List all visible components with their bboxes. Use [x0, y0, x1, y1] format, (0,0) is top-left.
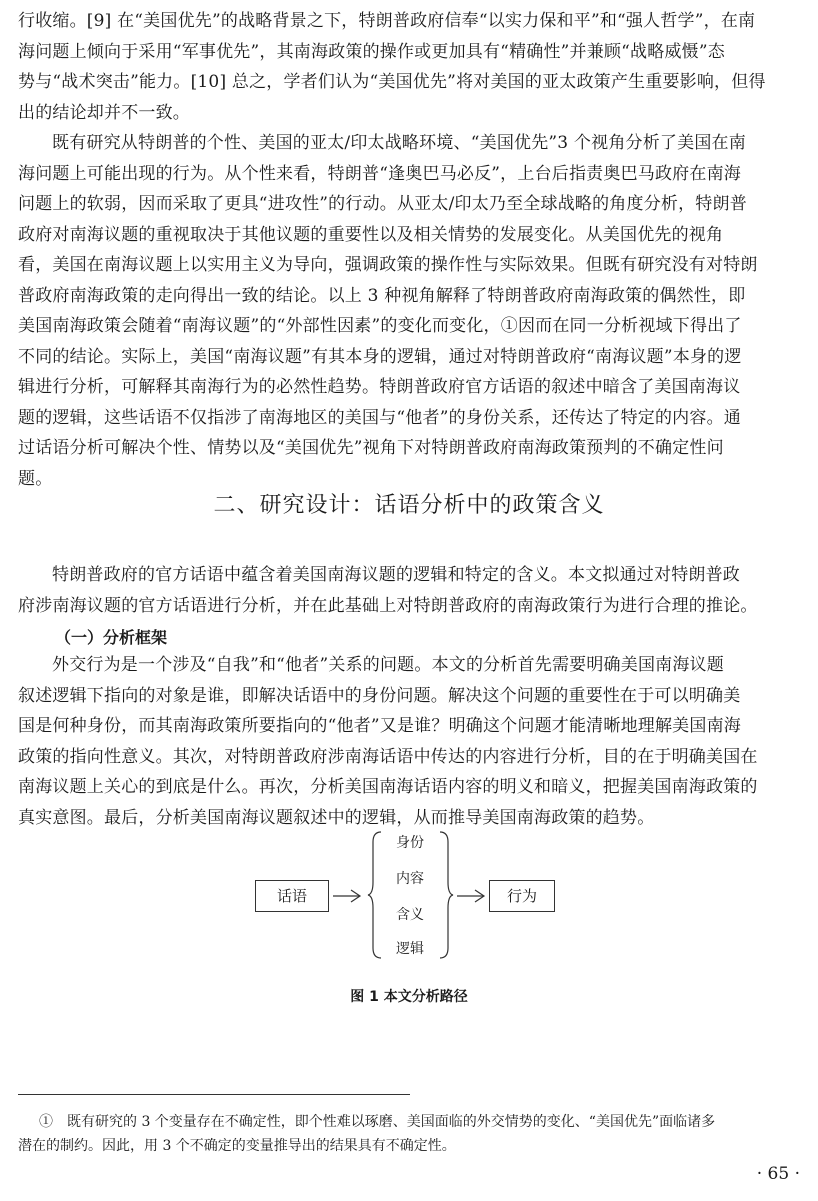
footnote-line: ① 既有研究的 3 个变量存在不确定性，即个性难以琢磨、美国面临的外交情势的变化、“美国优先”面临诸多 — [39, 1114, 716, 1130]
text-line: 出的结论却并不一致。 — [18, 102, 190, 123]
text-line: 真实意图。最后，分析美国南海议题叙述中的逻辑，从而推导美国南海政策的趋势。 — [18, 807, 655, 828]
text-line: 过话语分析可解决个性、情势以及“美国优先”视角下对特朗普政府南海政策预判的不确定性问 — [18, 438, 724, 458]
text-line: 南海议题上关心的到底是什么。再次，分析美国南海话语内容的明义和暗义，把握美国南海政策的 — [18, 777, 758, 797]
paragraph-framework — [18, 650, 800, 833]
logic-label: 逻辑 — [396, 941, 424, 957]
meaning-label: 含义 — [396, 907, 424, 923]
arrow-icon — [331, 886, 365, 906]
text-line: 外交行为是一个涉及“自我”和“他者”关系的问题。本文的分析首先需要明确美国南海议题 — [52, 655, 724, 675]
discourse-box: 话语 — [255, 880, 329, 912]
text-line: 特朗普政府的官方话语中蕴含着美国南海议题的逻辑和特定的含义。本文拟通过对特朗普政 — [52, 565, 740, 585]
figure-caption: 图 1 本文分析路径 — [350, 989, 468, 1005]
identity-label: 身份 — [396, 835, 424, 851]
text-line: 国是何种身份，而其南海政策所要指向的“他者”又是谁？明确这个问题才能清晰地理解美国南海 — [18, 716, 741, 736]
section-heading: 二、研究设计：话语分析中的政策含义 — [213, 493, 605, 518]
left-brace-icon — [367, 830, 385, 960]
page-number: · 65 · — [756, 1164, 800, 1184]
footnote-divider — [18, 1094, 410, 1095]
text-line: 海问题上倾向于采用“军事优先”，其南海政策的操作或更加具有“精确性”并兼顾“战略威慑”态 — [18, 41, 725, 62]
text-line: 问题上的软弱，因而采取了更具“进攻性”的行动。从亚太/印太乃至全球战略的角度分析，特朗普 — [18, 194, 747, 214]
analysis-path-diagram — [255, 828, 555, 978]
text-line: 既有研究从特朗普的个性、美国的亚太/印太战略环境、“美国优先”3 个视角分析了美国在南 — [52, 133, 746, 153]
arrow-icon — [455, 886, 489, 906]
text-line: 叙述逻辑下指向的对象是谁，即解决话语中的身份问题。解决这个问题的重要性在于可以明确美 — [18, 685, 741, 706]
text-line: 海问题上可能出现的行为。从个性来看，特朗普“逢奥巴马必反”，上台后指责奥巴马政府在南海 — [18, 163, 741, 184]
text-line: 美国南海政策会随着“南海议题”的“外部性因素”的变化而变化，①因而在同一分析视域下得出了 — [18, 316, 742, 336]
behavior-box: 行为 — [489, 880, 555, 912]
text-line: 府涉南海议题的官方话语进行分析，并在此基础上对特朗普政府的南海政策行为进行合理的推论。 — [18, 595, 758, 616]
paragraph-literature-review — [18, 128, 800, 494]
paragraph-intro-end — [18, 6, 800, 128]
text-line: 看，美国在南海议题上以实用主义为导向，强调政策的操作性与实际效果。但既有研究没有对特朗 — [18, 255, 758, 275]
text-line: 势与“战术突击”能力。[10] 总之，学者们认为“美国优先”将对美国的亚太政策产生重要影响，但得 — [18, 72, 766, 92]
text-line: 不同的结论。实际上，美国“南海议题”有其本身的逻辑，通过对特朗普政府“南海议题”本身的逻 — [18, 346, 742, 367]
text-line: 行收缩。[9] 在“美国优先”的战略背景之下，特朗普政府信奉“以实力保和平”和“强人哲学”，在南 — [18, 11, 756, 31]
text-line: 普政府南海政策的走向得出一致的结论。以上 3 种视角解释了特朗普政府南海政策的偶然性，即 — [18, 285, 746, 306]
text-line: 题。 — [18, 468, 53, 489]
text-line: 政策的指向性意义。其次，对特朗普政府涉南海话语中传达的内容进行分析，目的在于明确美国在 — [18, 746, 758, 767]
subsection-heading: （一）分析框架 — [55, 628, 168, 647]
paragraph-research-design — [18, 560, 800, 621]
right-brace-icon — [436, 830, 454, 960]
text-line: 辑进行分析，可解释其南海行为的必然性趋势。特朗普政府官方话语的叙述中暗含了美国南海议 — [18, 377, 741, 397]
footnote — [18, 1110, 802, 1158]
text-line: 政府对南海议题的重视取决于其他议题的重要性以及相关情势的发展变化。从美国优先的视角 — [18, 224, 724, 245]
text-line: 题的逻辑，这些话语不仅指涉了南海地区的美国与“他者”的身份关系，还传达了特定的内容。通 — [18, 407, 741, 428]
footnote-line: 潜在的制约。因此，用 3 个不确定的变量推导出的结果具有不确定性。 — [18, 1138, 456, 1154]
content-label: 内容 — [396, 871, 424, 887]
